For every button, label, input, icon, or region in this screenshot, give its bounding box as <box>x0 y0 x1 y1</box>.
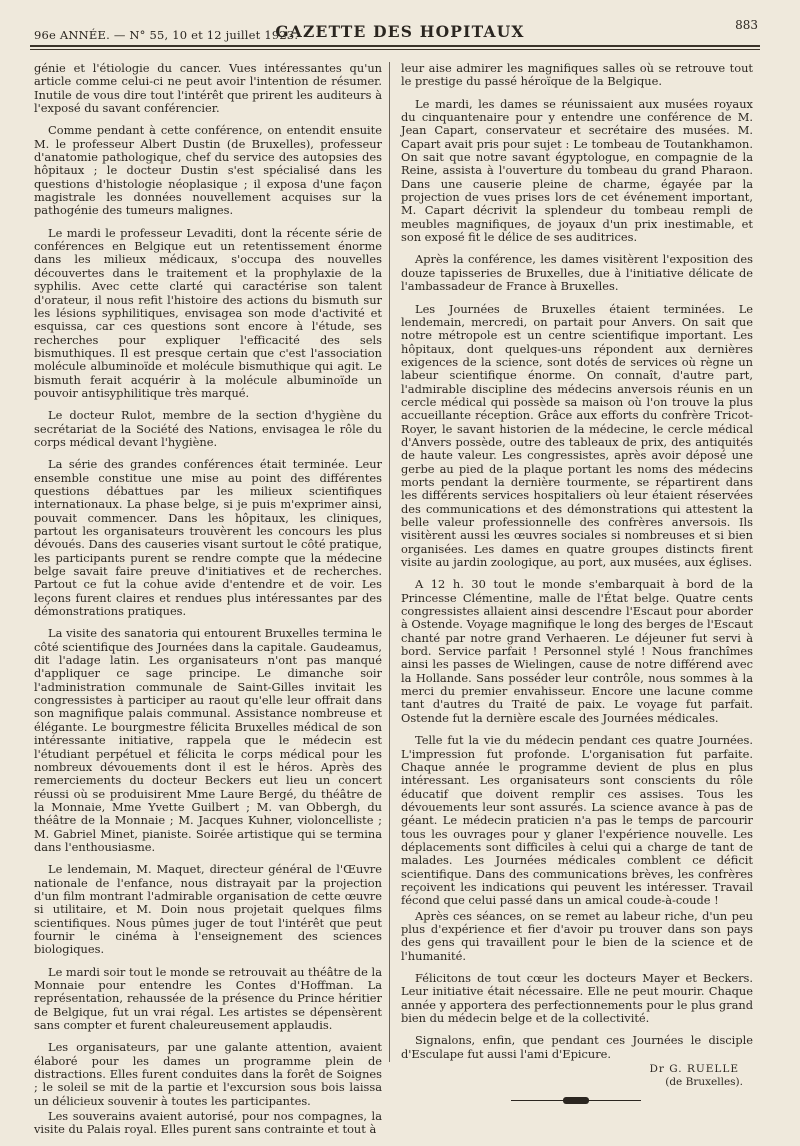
paragraph: La série des grandes conférences était terminée. Leur ensemble constitue une mise au point des différentes questions débattues par les milieux scientifiques internationaux. La phase belge, si je puis m'exprimer ainsi, pouvait commencer. Dans les hôpitaux, les cliniques, partout les organisateurs trouvèrent les concours les plus dévoués. Dans des causeries visant surtout le côté pratique, les participants purent se rendre compte que la médecine belge savait faire preuve d'initiatives et de recherches. Partout ce fut la cohue avide d'entendre et de voir. Les leçons furent claires et rendues plus intéressantes par des démonstrations pratiques. <box>34 457 382 619</box>
paragraph: Signalons, enfin, que pendant ces Journées le disciple d'Esculape fut aussi l'ami d'Epicure. <box>401 1033 753 1061</box>
paragraph: Après la conférence, les dames visitèrent l'exposition des douze tapisseries de Bruxelles, due à l'initiative délicate de l'ambassadeur de France à Bruxelles. <box>401 252 753 294</box>
header-rule-thick <box>30 45 760 47</box>
paragraph: Le docteur Rulot, membre de la section d'hygiène du secrétariat de la Société des Nations, envisagea le rôle du corps médical devant l'hygiène. <box>34 408 382 449</box>
author-affiliation: (de Bruxelles). <box>665 1076 743 1089</box>
paragraph: Le lendemain, M. Maquet, directeur général de l'Œuvre nationale de l'enfance, nous distrayait par la projection d'un film montrant l'admirable organisation de cette œuvre si utilitaire, et M. Doin nous projetait quelques films scientifiques. Nous pûmes juger de tout l'intérêt que peut fournir le cinéma à l'enseignement des sciences biologiques. <box>34 862 382 957</box>
paragraph: Les souverains avaient autorisé, pour nos compagnes, la visite du Palais royal. Elles purent sans contrainte et tout à <box>34 1109 382 1137</box>
paragraph: A 12 h. 30 tout le monde s'embarquait à bord de la Princesse Clémentine, malle de l'État belge. Quatre cents congressistes allaient ainsi descendre l'Escaut pour aborder à Ostende. Voyage magnifique le long des berges de l'Escaut chanté par notre grand Verhaeren. Le déjeuner fut servi à bord. Service parfait ! Personnel stylé ! Nous franchîmes ainsi les passes de Wielingen, cause de notre différend avec la Hollande. Sans posséder leur contrôle, nous sommes à la merci du premier envahisseur. Encore une lacune comme tant d'autres du Traité de paix. Le voyage fut parfait. Ostende fut la dernière escale des Journées médicales. <box>401 577 753 725</box>
paragraph: Le mardi soir tout le monde se retrouvait au théâtre de la Monnaie pour entendre les Contes d'Hoffman. La représentation, rehaussée de la présence du Prince héritier de Belgique, fut un vrai régal. Les artistes se dépensèrent sans compter et furent chaleureusement applaudis. <box>34 964 382 1033</box>
paragraph: Félicitons de tout cœur les docteurs Mayer et Beckers. Leur initiative était nécessaire. Elle ne peut mourir. Chaque année y apportera des perfectionnements pour le plus grand bien du médecin belge et de la collectivité. <box>401 971 753 1026</box>
journal-title: GAZETTE DES HOPITAUX <box>275 22 525 41</box>
paragraph: Les Journées de Bruxelles étaient terminées. Le lendemain, mercredi, on partait pour Anvers. On sait que notre métropole est un centre scientifique important. Les hôpitaux, dont quelques-uns répondent aux dernières exigences de la science, sont dotés de services où règne un labeur scientifique énorme. On connaît, d'autre part, l'admirable discipline des médecins anversois réunis en un cercle médical qui possède sa maison où l'on trouve la plus accueillante réception. Grâce aux efforts du confrère Tricot-Royer, le savant historien de la médecine, le cercle médical d'Anvers possède, outre des tableaux de prix, des antiquités de haute valeur. Les congressistes, après avoir déposé une gerbe au pied de la plaque portant les noms des médecins morts pendant la dernière tourmente, se répartirent dans les différents services hospitaliers où leur étaient réservées des communications et des démonstrations qui attestent la belle valeur professionnelle des confrères anversois. Ils visitèrent aussi les œuvres sociales si nombreuses et si bien organisées. Les dames en quatre groupes distincts firent visite au jardin zoologique, au port, aux musées, aux églises. <box>401 301 753 570</box>
paragraph: leur aise admirer les magnifiques salles où se retrouve tout le prestige du passé héroïque de la Belgique. <box>401 61 753 89</box>
author-signature: Dr G. RUELLE <box>649 1063 739 1076</box>
left-column <box>34 62 382 1146</box>
page-header <box>30 18 770 46</box>
paragraph: Le mardi, les dames se réunissaient aux musées royaux du cinquantenaire pour y entendre une conférence de M. Jean Capart, conservateur et secrétaire des musées. M. Capart avait pris pour sujet : Le tombeau de Toutankhamon. On sait que notre savant égyptologue, en compagnie de la Reine, assista à l'ouverture du tombeau du grand Pharaon. Dans une causerie pleine de charme, égayée par la projection de vues prises lors de cet événement important, M. Capart décrivit la splendeur du tombeau rempli de meubles magnifiques, de joyaux d'un prix inestimable, et son exposé fit le délice de ses auditrices. <box>401 96 753 245</box>
paragraph: Comme pendant à cette conférence, on entendit ensuite M. le professeur Albert Dustin (de Bruxelles), professeur d'anatomie pathologique, chef du service des autopsies des hôpitaux ; le docteur Dustin s'est spécialisé dans les questions d'histologie néoplasique ; il exposa d'une façon magistrale les données nouvellement acquises sur la pathogénie des tumeurs malignes. <box>34 123 382 218</box>
paragraph: Les organisateurs, par une galante attention, avaient élaboré pour les dames un programme plein de distractions. Elles furent conduites dans la forêt de Soignes ; le soleil se mit de la partie et l'excursion sous bois laissa un délicieux souvenir à toutes les participantes. <box>34 1040 382 1108</box>
paragraph: Après ces séances, on se remet au labeur riche, d'un peu plus d'expérience et fier d'avoir pu trouver dans son pays des gens qui travaillent pour le bien de la science et de l'humanité. <box>401 908 753 963</box>
paragraph: Telle fut la vie du médecin pendant ces quatre Journées. L'impression fut profonde. L'organisation fut parfaite. Chaque année le programme devient de plus en plus intéressant. Les organisateurs sont conscients du rôle éducatif que doivent remplir ces assises. Tous les dévouements leur sont assurés. La science avance à pas de géant. Le médecin praticien n'a pas le temps de parcourir tous les ouvrages pour y glaner l'expérience nouvelle. Les déplacements sont difficiles à celui qui a charge de tant de malades. Les Journées médicales comblent ce déficit scientifique. Dans des communications brèves, les confrères reçoivent les indications qui peuvent les intéresser. Travail fécond que celui passé dans un amical coude-à-coude ! <box>401 733 753 908</box>
issue-info: 96e ANNÉE. — N° 55, 10 et 12 juillet 1923. <box>34 28 299 42</box>
right-column <box>401 62 753 1105</box>
page-number: 883 <box>735 18 758 32</box>
column-divider <box>389 62 390 1062</box>
end-ornament <box>511 1097 641 1105</box>
paragraph: Le mardi le professeur Levaditi, dont la récente série de conférences en Belgique eut un retentissement énorme dans les milieux médicaux, s'occupa des nouvelles découvertes dans le traitement et la prophylaxie de la syphilis. Avec cette clarté qui caractérise son talent d'orateur, il nous refit l'histoire des actions du bismuth sur les lésions syphilitiques, envisagea son mode d'activité et esquissa, car ces questions sont encore à l'étude, ses recherches pour expliquer l'efficacité des sels bismuthiques. Il est presque certain que c'est l'association molécule albuminoïde et molécule bismuthique qui agit. Le bismuth ferait acquérir à la molécule albuminoïde un pouvoir antisyphilitique très marqué. <box>34 225 382 400</box>
paragraph: génie et l'étiologie du cancer. Vues intéressantes qu'un article comme celui-ci ne peut avoir l'intention de résumer. Inutile de vous dire tout l'intérêt que prirent les auditeurs à l'exposé du savant conférencier. <box>34 61 382 116</box>
paragraph: La visite des sanatoria qui entourent Bruxelles termina le côté scientifique des Journées dans la capitale. Gaudeamus, dit l'adage latin. Les organisateurs n'ont pas manqué d'appliquer ce sage principe. Le dimanche soir l'administration communale de Saint-Gilles invitait les congressistes à participer au raout qu'elle leur offrait dans son magnifique palais communal. Assistance nombreuse et élégante. Le bourgmestre félicita Bruxelles médical de son intéressante initiative, rappela que le médecin est l'étudiant perpétuel et félicita le corps médical pour les nombreux dévouements dont il est le héros. Après des remerciements du docteur Beckers eut lieu un concert réussi où se produisirent Mme Laure Bergé, du théâtre de la Monnaie, Mme Yvette Guilbert ; M. van Obbergh, du théâtre de la Monnaie ; M. Jacques Kuhner, violoncelliste ; M. Gabriel Minet, pianiste. Soirée artistique qui se termina dans l'enthousiasme. <box>34 626 382 854</box>
header-rule-thin <box>30 49 760 50</box>
